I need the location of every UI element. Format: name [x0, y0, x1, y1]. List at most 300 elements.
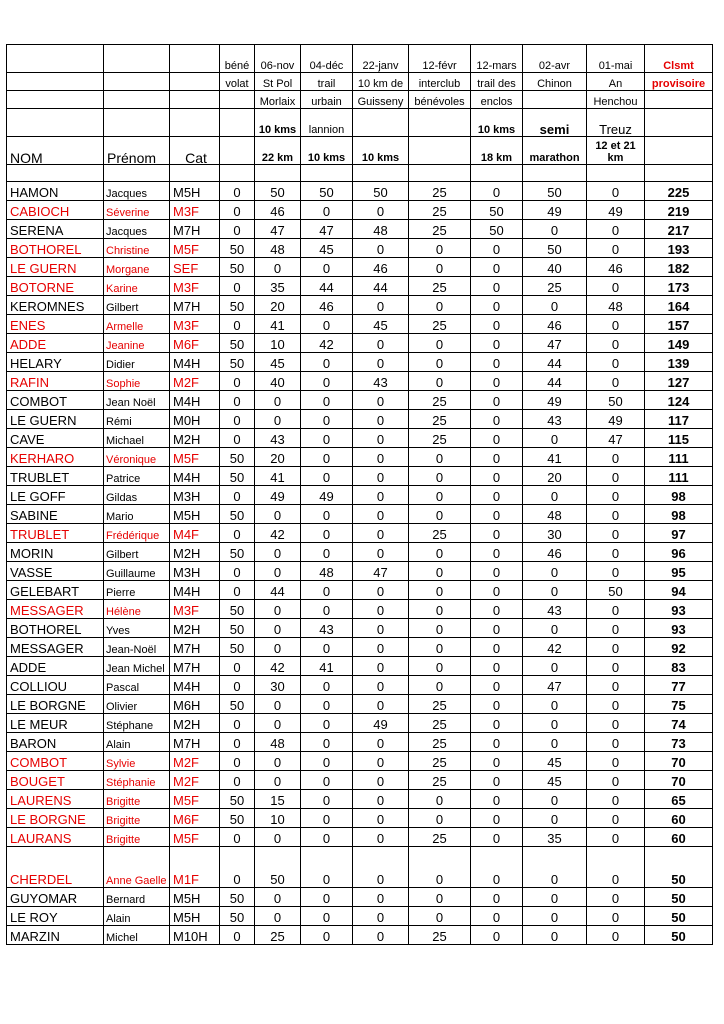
- points-cell: 50: [220, 638, 255, 657]
- event-2-line2: St Pol: [255, 73, 301, 91]
- points-cell: 0: [353, 888, 409, 907]
- points-cell: 0: [409, 505, 471, 524]
- points-cell: 0: [255, 695, 301, 714]
- points-cell: 50: [220, 296, 255, 315]
- prenom-cell: Jean Noël: [104, 391, 170, 410]
- cat-cell: M4F: [170, 524, 220, 543]
- points-cell: 0: [587, 619, 645, 638]
- nom-cell: KEROMNES: [7, 296, 104, 315]
- points-cell: 0: [471, 847, 523, 888]
- event-7-line5: marathon: [523, 137, 587, 165]
- points-cell: 25: [409, 182, 471, 201]
- table-row: [7, 429, 713, 448]
- points-cell: 0: [301, 543, 353, 562]
- points-cell: 0: [471, 296, 523, 315]
- cat-cell: M7H: [170, 733, 220, 752]
- cat-cell: SEF: [170, 258, 220, 277]
- nom-cell: LAURENS: [7, 790, 104, 809]
- event-4-line4: [353, 109, 409, 137]
- points-cell: 0: [409, 847, 471, 888]
- cat-cell: M2H: [170, 619, 220, 638]
- table-row: [7, 334, 713, 353]
- points-cell: 0: [301, 581, 353, 600]
- points-cell: 0: [409, 258, 471, 277]
- points-cell: 25: [409, 277, 471, 296]
- prenom-cell: Olivier: [104, 695, 170, 714]
- points-cell: 0: [471, 619, 523, 638]
- points-cell: 0: [471, 353, 523, 372]
- prenom-cell: Karine: [104, 277, 170, 296]
- total-cell: 96: [645, 543, 713, 562]
- points-cell: 0: [471, 581, 523, 600]
- points-cell: 45: [523, 771, 587, 790]
- table-row: [7, 828, 713, 847]
- points-cell: 0: [409, 296, 471, 315]
- points-cell: 10: [255, 334, 301, 353]
- prenom-cell: Séverine: [104, 201, 170, 220]
- points-cell: 0: [353, 467, 409, 486]
- points-cell: 0: [471, 752, 523, 771]
- points-cell: 50: [587, 391, 645, 410]
- total-cell: 149: [645, 334, 713, 353]
- points-cell: 30: [255, 676, 301, 695]
- table-row: [7, 619, 713, 638]
- table-row: [7, 182, 713, 201]
- points-cell: 0: [471, 771, 523, 790]
- event-3-date: 04-déc: [301, 45, 353, 73]
- cat-cell: M3F: [170, 201, 220, 220]
- points-cell: 48: [353, 220, 409, 239]
- points-cell: 0: [523, 220, 587, 239]
- prenom-cell: Jean Michel: [104, 657, 170, 676]
- points-cell: 0: [301, 828, 353, 847]
- nom-cell: VASSE: [7, 562, 104, 581]
- points-cell: 50: [220, 448, 255, 467]
- cat-cell: M5H: [170, 505, 220, 524]
- nom-cell: GUYOMAR: [7, 888, 104, 907]
- table-row: [7, 258, 713, 277]
- points-cell: 0: [409, 353, 471, 372]
- points-cell: 0: [471, 657, 523, 676]
- points-cell: 0: [409, 448, 471, 467]
- cat-cell: M1F: [170, 847, 220, 888]
- total-cell: 98: [645, 505, 713, 524]
- nom-cell: LE GUERN: [7, 410, 104, 429]
- prenom-cell: Gilbert: [104, 296, 170, 315]
- points-cell: 0: [471, 638, 523, 657]
- nom-cell: LE MEUR: [7, 714, 104, 733]
- cat-cell: M6F: [170, 809, 220, 828]
- cat-cell: M7H: [170, 638, 220, 657]
- points-cell: 46: [353, 258, 409, 277]
- points-cell: 48: [523, 505, 587, 524]
- points-cell: 0: [353, 600, 409, 619]
- points-cell: 0: [471, 277, 523, 296]
- nom-cell: LE GOFF: [7, 486, 104, 505]
- points-cell: 0: [255, 752, 301, 771]
- points-cell: 0: [471, 714, 523, 733]
- total-cell: 92: [645, 638, 713, 657]
- points-cell: 10: [255, 809, 301, 828]
- event-1-date: béné: [220, 45, 255, 73]
- total-cell: 73: [645, 733, 713, 752]
- table-row: [7, 733, 713, 752]
- points-cell: 0: [220, 847, 255, 888]
- points-cell: 0: [587, 676, 645, 695]
- points-cell: 48: [255, 733, 301, 752]
- nom-cell: TRUBLET: [7, 524, 104, 543]
- points-cell: 0: [409, 676, 471, 695]
- points-cell: 25: [409, 220, 471, 239]
- total-cell: 217: [645, 220, 713, 239]
- prenom-cell: Yves: [104, 619, 170, 638]
- cat-cell: M3F: [170, 315, 220, 334]
- nom-cell: BOTHOREL: [7, 619, 104, 638]
- cat-cell: M4H: [170, 467, 220, 486]
- table-row: [7, 714, 713, 733]
- total-header-line2: provisoire: [645, 73, 713, 91]
- points-cell: 0: [409, 334, 471, 353]
- nom-cell: MARZIN: [7, 926, 104, 945]
- points-cell: 0: [301, 714, 353, 733]
- points-cell: 41: [523, 448, 587, 467]
- points-cell: 0: [587, 907, 645, 926]
- prenom-cell: Morgane: [104, 258, 170, 277]
- prenom-cell: Stéphanie: [104, 771, 170, 790]
- table-row: [7, 581, 713, 600]
- points-cell: 44: [353, 277, 409, 296]
- points-cell: 0: [301, 888, 353, 907]
- nom-cell: CAVE: [7, 429, 104, 448]
- points-cell: 46: [523, 315, 587, 334]
- total-cell: 83: [645, 657, 713, 676]
- total-cell: 157: [645, 315, 713, 334]
- points-cell: 0: [471, 695, 523, 714]
- points-cell: 25: [409, 752, 471, 771]
- prenom-cell: Christine: [104, 239, 170, 258]
- points-cell: 0: [471, 676, 523, 695]
- points-cell: 41: [301, 657, 353, 676]
- cat-cell: M4H: [170, 581, 220, 600]
- points-cell: 0: [587, 847, 645, 888]
- event-5-line2: interclub: [409, 73, 471, 91]
- total-cell: 139: [645, 353, 713, 372]
- points-cell: 0: [353, 771, 409, 790]
- total-cell: 94: [645, 581, 713, 600]
- total-cell: 60: [645, 828, 713, 847]
- points-cell: 50: [523, 182, 587, 201]
- points-cell: 0: [587, 353, 645, 372]
- points-cell: 0: [471, 600, 523, 619]
- points-cell: 25: [409, 733, 471, 752]
- points-cell: 0: [523, 733, 587, 752]
- points-cell: 25: [409, 391, 471, 410]
- points-cell: 0: [409, 600, 471, 619]
- points-cell: 0: [255, 258, 301, 277]
- points-cell: 0: [587, 315, 645, 334]
- points-cell: 0: [471, 486, 523, 505]
- points-cell: 50: [220, 258, 255, 277]
- points-cell: 0: [220, 220, 255, 239]
- points-cell: 0: [471, 239, 523, 258]
- points-cell: 47: [523, 676, 587, 695]
- points-cell: 49: [523, 201, 587, 220]
- total-cell: 65: [645, 790, 713, 809]
- nom-cell: LAURANS: [7, 828, 104, 847]
- table-row: [7, 543, 713, 562]
- points-cell: 42: [523, 638, 587, 657]
- total-cell: 111: [645, 467, 713, 486]
- points-cell: 0: [255, 600, 301, 619]
- points-cell: 0: [353, 486, 409, 505]
- event-1-line2: volat: [220, 73, 255, 91]
- table-row: [7, 410, 713, 429]
- points-cell: 0: [587, 600, 645, 619]
- points-cell: 42: [301, 334, 353, 353]
- points-cell: 0: [353, 657, 409, 676]
- points-cell: 0: [220, 315, 255, 334]
- points-cell: 0: [587, 182, 645, 201]
- points-cell: 0: [471, 410, 523, 429]
- cat-cell: M5F: [170, 448, 220, 467]
- points-cell: 45: [255, 353, 301, 372]
- points-cell: 0: [353, 505, 409, 524]
- prenom-cell: Armelle: [104, 315, 170, 334]
- points-cell: 50: [220, 239, 255, 258]
- points-cell: 0: [523, 926, 587, 945]
- total-cell: 117: [645, 410, 713, 429]
- points-cell: 0: [409, 907, 471, 926]
- cat-cell: M2F: [170, 372, 220, 391]
- ranking-table: [6, 44, 713, 945]
- points-cell: 44: [523, 353, 587, 372]
- cat-cell: M3F: [170, 277, 220, 296]
- table-row: [7, 315, 713, 334]
- points-cell: 0: [301, 524, 353, 543]
- points-cell: 0: [220, 581, 255, 600]
- points-cell: 0: [353, 676, 409, 695]
- table-row: [7, 220, 713, 239]
- total-cell: 60: [645, 809, 713, 828]
- points-cell: 0: [255, 619, 301, 638]
- points-cell: 41: [255, 315, 301, 334]
- table-row: [7, 790, 713, 809]
- nom-cell: LE BORGNE: [7, 695, 104, 714]
- nom-cell: CABIOCH: [7, 201, 104, 220]
- cat-cell: M6F: [170, 334, 220, 353]
- points-cell: 40: [255, 372, 301, 391]
- total-cell: 193: [645, 239, 713, 258]
- points-cell: 0: [409, 239, 471, 258]
- points-cell: 45: [353, 315, 409, 334]
- points-cell: 25: [255, 926, 301, 945]
- points-cell: 0: [301, 733, 353, 752]
- table-row: [7, 695, 713, 714]
- points-cell: 49: [301, 486, 353, 505]
- total-cell: 77: [645, 676, 713, 695]
- table-row: [7, 372, 713, 391]
- prenom-cell: Véronique: [104, 448, 170, 467]
- cat-cell: M4H: [170, 353, 220, 372]
- nom-cell: COMBOT: [7, 752, 104, 771]
- points-cell: 15: [255, 790, 301, 809]
- points-cell: 47: [301, 220, 353, 239]
- total-cell: 93: [645, 619, 713, 638]
- points-cell: 0: [255, 505, 301, 524]
- nom-cell: BOUGET: [7, 771, 104, 790]
- prenom-cell: Bernard: [104, 888, 170, 907]
- points-cell: 25: [409, 695, 471, 714]
- points-cell: 25: [409, 524, 471, 543]
- total-cell: 74: [645, 714, 713, 733]
- points-cell: 0: [471, 809, 523, 828]
- points-cell: 0: [220, 657, 255, 676]
- table-row: [7, 847, 713, 888]
- points-cell: 0: [587, 888, 645, 907]
- points-cell: 0: [587, 448, 645, 467]
- table-row: [7, 926, 713, 945]
- points-cell: 0: [301, 410, 353, 429]
- points-cell: 0: [301, 600, 353, 619]
- cat-cell: M0H: [170, 410, 220, 429]
- prenom-cell: Guillaume: [104, 562, 170, 581]
- points-cell: 0: [523, 714, 587, 733]
- points-cell: 0: [255, 714, 301, 733]
- points-cell: 43: [523, 410, 587, 429]
- table-row: [7, 888, 713, 907]
- points-cell: 0: [301, 467, 353, 486]
- points-cell: 42: [255, 524, 301, 543]
- prenom-cell: Alain: [104, 733, 170, 752]
- points-cell: 50: [220, 695, 255, 714]
- prenom-cell: Jeanine: [104, 334, 170, 353]
- points-cell: 0: [471, 391, 523, 410]
- points-cell: 50: [220, 600, 255, 619]
- points-cell: 0: [353, 695, 409, 714]
- cat-cell: M2H: [170, 543, 220, 562]
- event-7-line3: [523, 91, 587, 109]
- points-cell: 0: [353, 907, 409, 926]
- table-row: [7, 486, 713, 505]
- points-cell: 0: [587, 220, 645, 239]
- cat-cell: M4H: [170, 676, 220, 695]
- points-cell: 0: [471, 429, 523, 448]
- nom-cell: KERHARO: [7, 448, 104, 467]
- points-cell: 0: [301, 505, 353, 524]
- points-cell: 0: [301, 638, 353, 657]
- points-cell: 0: [587, 638, 645, 657]
- table-row: [7, 467, 713, 486]
- table-row: [7, 657, 713, 676]
- prenom-header: Prénom: [104, 137, 170, 165]
- points-cell: 50: [220, 809, 255, 828]
- points-cell: 0: [471, 524, 523, 543]
- points-cell: 0: [301, 201, 353, 220]
- points-cell: 0: [255, 907, 301, 926]
- points-cell: 0: [255, 638, 301, 657]
- points-cell: 0: [523, 486, 587, 505]
- event-5-line5: [409, 137, 471, 165]
- prenom-cell: Patrice: [104, 467, 170, 486]
- points-cell: 0: [353, 448, 409, 467]
- points-cell: 0: [220, 201, 255, 220]
- event-8-line3: Henchou: [587, 91, 645, 109]
- points-cell: 0: [587, 372, 645, 391]
- points-cell: 0: [220, 926, 255, 945]
- points-cell: 0: [220, 771, 255, 790]
- points-cell: 0: [255, 771, 301, 790]
- event-1-line3: [220, 91, 255, 109]
- points-cell: 0: [471, 258, 523, 277]
- points-cell: 0: [220, 828, 255, 847]
- points-cell: 50: [220, 505, 255, 524]
- table-row: [7, 752, 713, 771]
- cat-cell: M5H: [170, 182, 220, 201]
- points-cell: 0: [353, 296, 409, 315]
- points-cell: 50: [220, 888, 255, 907]
- prenom-cell: Brigitte: [104, 828, 170, 847]
- points-cell: 0: [587, 790, 645, 809]
- cat-cell: M2H: [170, 714, 220, 733]
- total-cell: 97: [645, 524, 713, 543]
- nom-cell: COLLIOU: [7, 676, 104, 695]
- points-cell: 0: [353, 410, 409, 429]
- nom-cell: ADDE: [7, 657, 104, 676]
- points-cell: 0: [301, 695, 353, 714]
- points-cell: 49: [523, 391, 587, 410]
- points-cell: 0: [301, 353, 353, 372]
- points-cell: 20: [255, 448, 301, 467]
- points-cell: 0: [220, 277, 255, 296]
- nom-cell: MESSAGER: [7, 600, 104, 619]
- table-row: [7, 600, 713, 619]
- points-cell: 0: [587, 695, 645, 714]
- table-row: [7, 277, 713, 296]
- prenom-cell: Pascal: [104, 676, 170, 695]
- points-cell: 0: [301, 676, 353, 695]
- nom-cell: BOTHOREL: [7, 239, 104, 258]
- points-cell: 48: [301, 562, 353, 581]
- total-cell: 111: [645, 448, 713, 467]
- points-cell: 0: [353, 790, 409, 809]
- points-cell: 0: [353, 619, 409, 638]
- points-cell: 50: [353, 182, 409, 201]
- table-row: [7, 809, 713, 828]
- points-cell: 0: [587, 277, 645, 296]
- points-cell: 35: [523, 828, 587, 847]
- total-cell: 219: [645, 201, 713, 220]
- points-cell: 46: [587, 258, 645, 277]
- points-cell: 43: [353, 372, 409, 391]
- points-cell: 0: [301, 448, 353, 467]
- points-cell: 0: [220, 372, 255, 391]
- event-3-line3: urbain: [301, 91, 353, 109]
- prenom-cell: Pierre: [104, 581, 170, 600]
- points-cell: 43: [255, 429, 301, 448]
- points-cell: 0: [523, 562, 587, 581]
- points-cell: 46: [523, 543, 587, 562]
- points-cell: 47: [255, 220, 301, 239]
- event-8-date: 01-mai: [587, 45, 645, 73]
- prenom-cell: Gilbert: [104, 543, 170, 562]
- table-row: [7, 239, 713, 258]
- points-cell: 0: [409, 809, 471, 828]
- cat-cell: M5F: [170, 828, 220, 847]
- points-cell: 0: [353, 733, 409, 752]
- points-cell: 25: [523, 277, 587, 296]
- points-cell: 0: [523, 657, 587, 676]
- points-cell: 0: [301, 752, 353, 771]
